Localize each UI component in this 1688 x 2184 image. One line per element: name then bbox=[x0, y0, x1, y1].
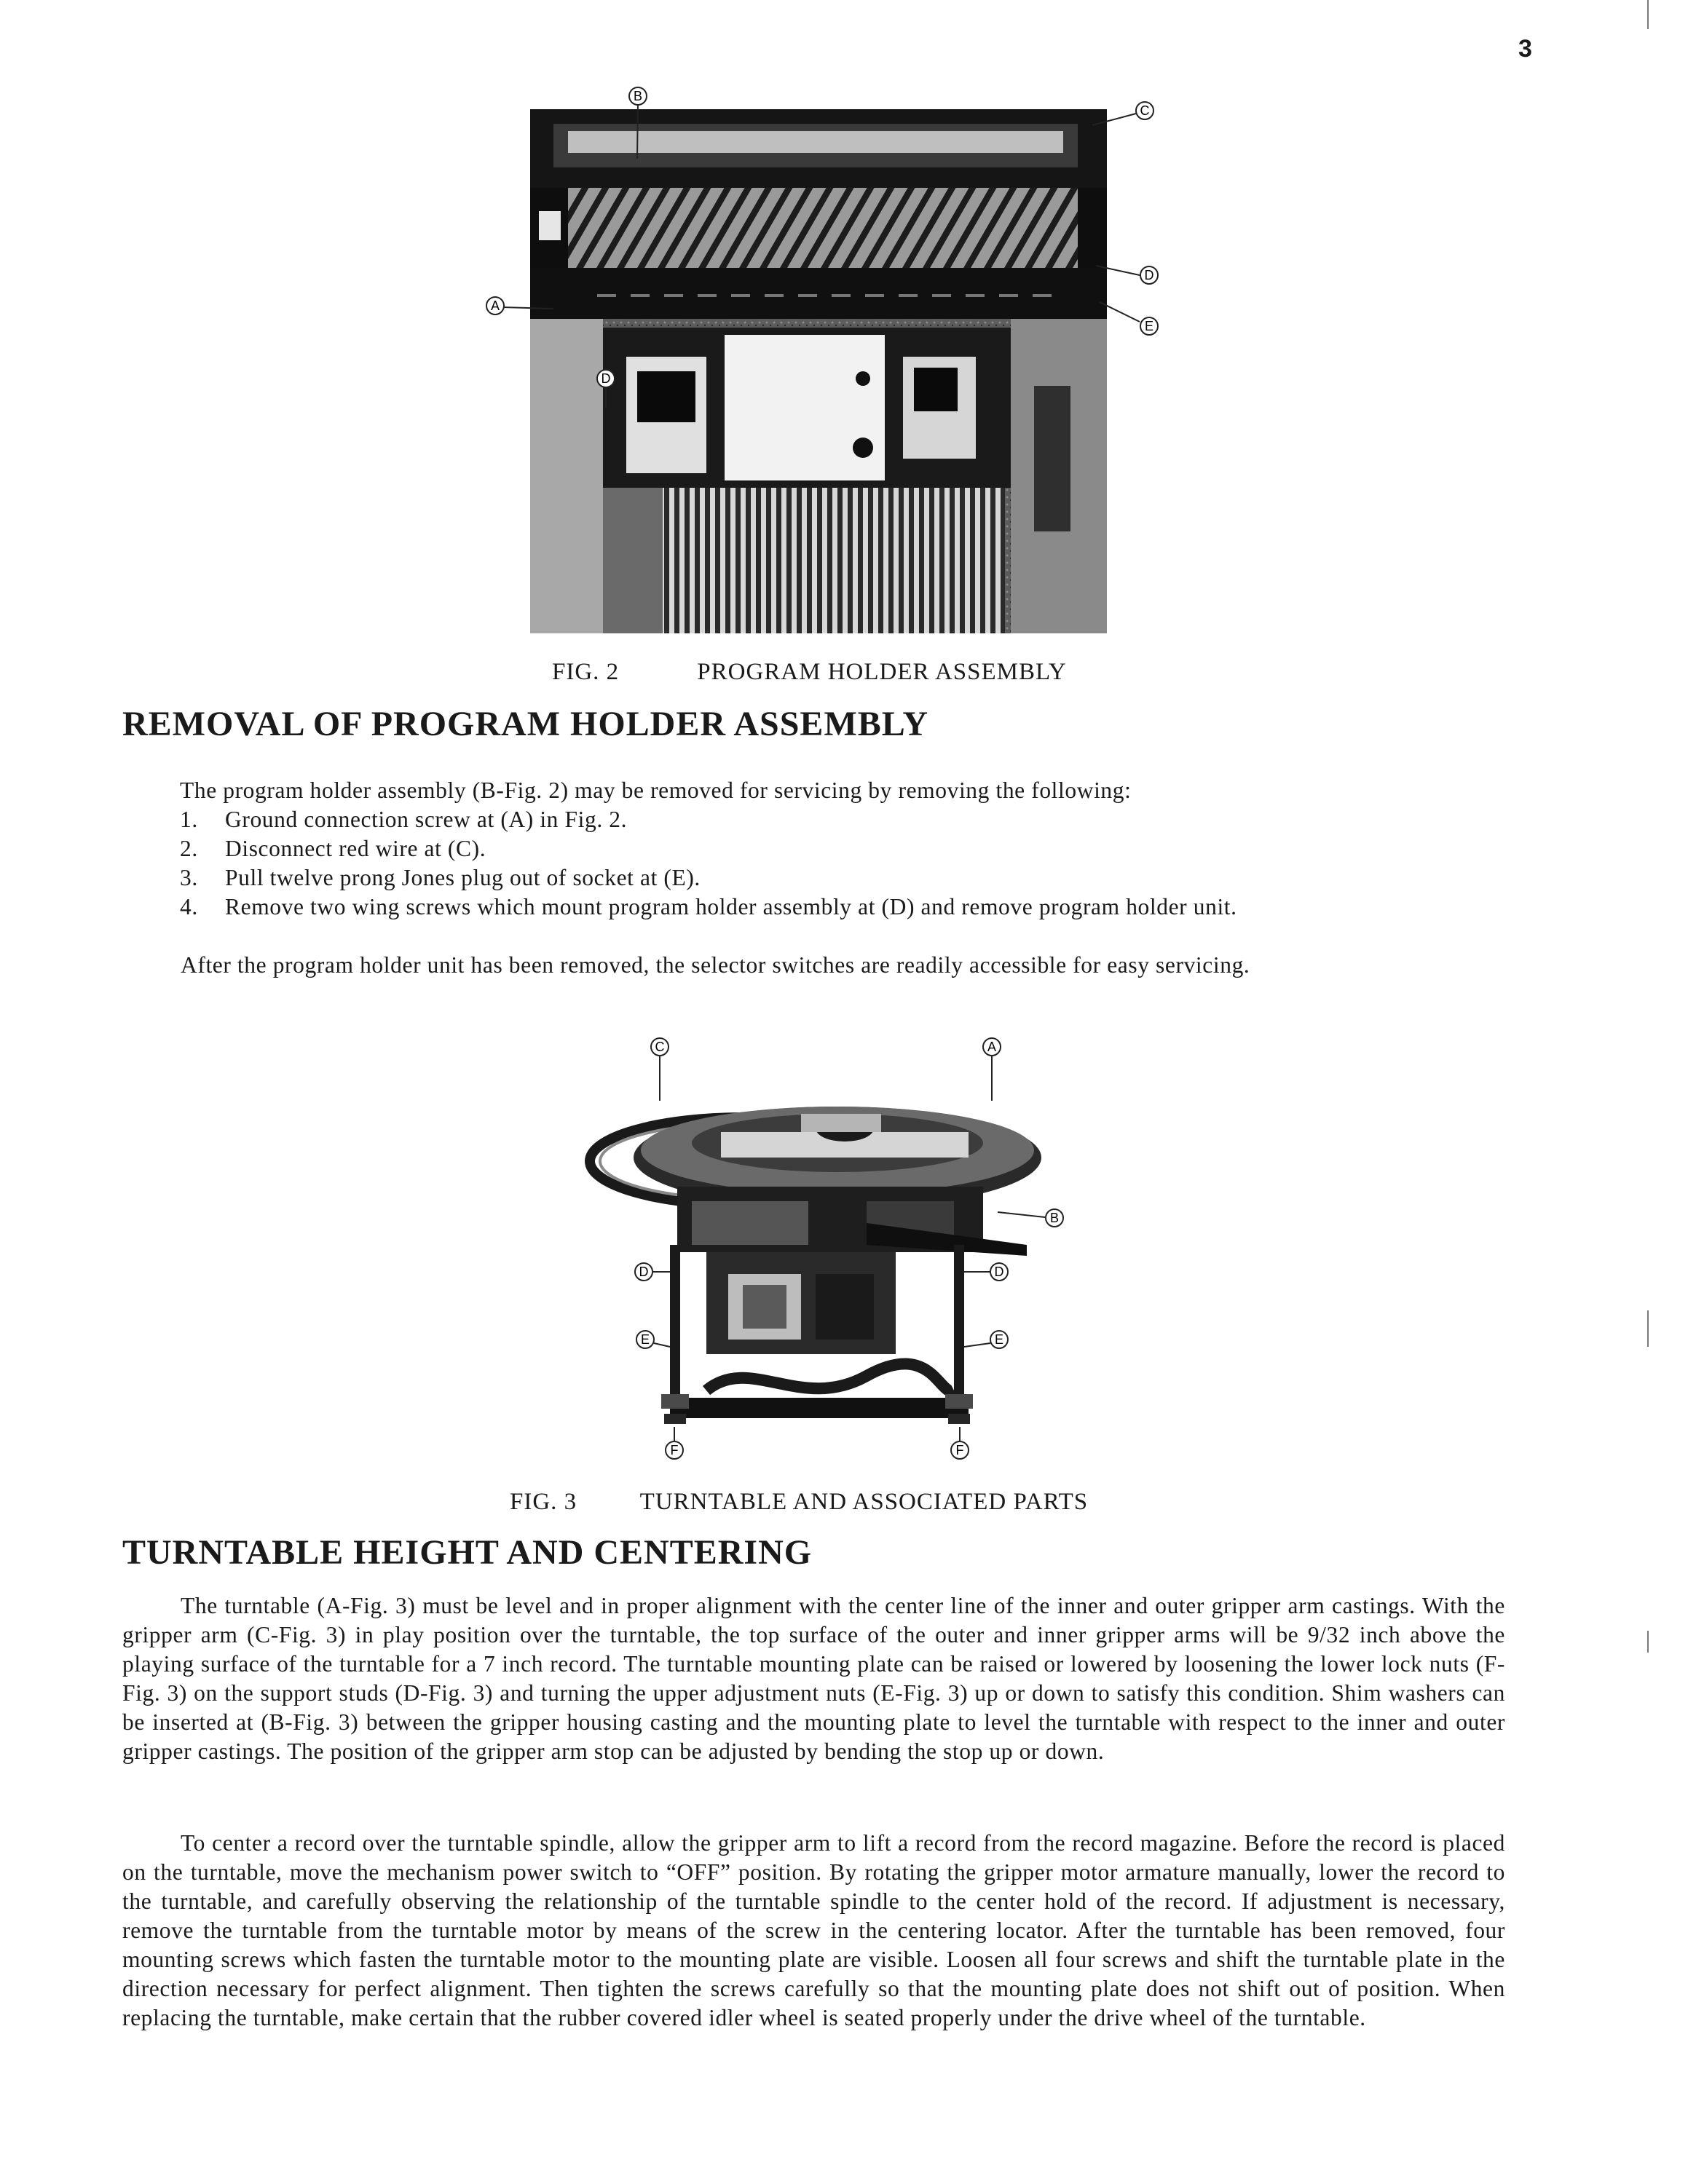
fig2-callout-d-right bbox=[1140, 266, 1158, 284]
svg-text:D: D bbox=[639, 1265, 649, 1279]
removal-steps-list bbox=[180, 805, 1505, 922]
fig2-callout-b bbox=[629, 87, 647, 105]
turntable-paragraph-2: To center a record over the turntable spindle, allow the gripper arm to lift a record from the record magazine. Before the record is placed on the turntable, move the mechanism power switch to “OFF” position. By rotating the gripper motor armature manually, lower the record to the turntable, and carefully observing the relationship of the turntable spindle to the center hold of the record. If adjustment is necessary, remove the turntable from the turntable motor by means of the screw in the centering locator. After the turntable has been removed, four mounting screws which fasten the turntable motor to the mounting plate are visible. Loosen all four screws and shift the turntable plate in the direction necessary for perfect alignment. Then tighten the screws carefully so that the mounting plate does not shift out of position. When replacing the turntable, make certain that the rubber covered idler wheel is seated properly under the drive wheel of the turntable. bbox=[122, 1830, 1505, 2030]
figure-2-photo bbox=[481, 80, 1180, 641]
fig2-callout-c bbox=[1136, 102, 1153, 119]
figure-3-caption bbox=[510, 1489, 1088, 1516]
scan-margin-mark bbox=[1647, 1631, 1649, 1653]
svg-text:D: D bbox=[994, 1265, 1004, 1279]
fig3-callout-b bbox=[1046, 1209, 1063, 1227]
fig3-callout-e-right bbox=[990, 1331, 1008, 1348]
svg-text:E: E bbox=[640, 1332, 650, 1347]
page-number: 3 bbox=[1518, 35, 1532, 63]
list-item: 3. Pull twelve prong Jones plug out of socket at (E). bbox=[180, 865, 701, 890]
fig3-callout-d-right bbox=[990, 1263, 1008, 1281]
list-item: 2. Disconnect red wire at (C). bbox=[180, 836, 486, 861]
turntable-paragraph-1: The turntable (A-Fig. 3) must be level and in proper alignment with the center line of the inner and outer gripper arm castings. With the gripper arm (C-Fig. 3) in play position over the turntable, the top surface of the outer and inner gripper arms will be 9/32 inch above the playing surface of the turntable for a 7 inch record. The turntable mounting plate can be raised or lowered by loosening the lower lock nuts (F-Fig. 3) on the support studs (D-Fig. 3) and turning the upper adjustment nuts (E-Fig. 3) up or down to satisfy this condition. Shim washers can be inserted at (B-Fig. 3) between the gripper housing casting and the mounting plate to level the turntable with respect to the inner and outer gripper castings. The position of the gripper arm stop can be adjusted by bending the stop up or down. bbox=[122, 1593, 1505, 1764]
scan-margin-mark bbox=[1647, 0, 1649, 29]
list-item: 1. Ground connection screw at (A) in Fig. 2. bbox=[180, 807, 628, 832]
svg-text:D: D bbox=[1144, 268, 1154, 282]
svg-text:A: A bbox=[490, 298, 500, 313]
fig3-callout-f-right bbox=[951, 1441, 969, 1459]
fig3-callout-c bbox=[651, 1038, 669, 1056]
svg-text:B: B bbox=[1049, 1211, 1060, 1225]
figure-3-photo bbox=[561, 1034, 1085, 1471]
svg-text:B: B bbox=[633, 89, 643, 103]
fig2-callout-d-left bbox=[597, 370, 615, 387]
removal-closing: After the program holder unit has been removed, the selector switches are readily accessible for easy servicing. bbox=[181, 952, 1250, 978]
fig3-callout-d-left bbox=[635, 1263, 652, 1281]
figure-3-caption-number: FIG. 3 bbox=[510, 1489, 577, 1515]
scan-margin-mark bbox=[1647, 1310, 1649, 1347]
svg-text:F: F bbox=[955, 1443, 964, 1457]
svg-text:A: A bbox=[987, 1040, 997, 1054]
figure-3-caption-title: TURNTABLE AND ASSOCIATED PARTS bbox=[639, 1489, 1089, 1515]
svg-text:F: F bbox=[670, 1443, 679, 1457]
svg-text:E: E bbox=[1144, 319, 1154, 333]
removal-intro: The program holder assembly (B-Fig. 2) may be removed for servicing by removing the following: bbox=[180, 778, 1132, 803]
figure-2-caption bbox=[552, 659, 1067, 686]
fig2-callout-e bbox=[1140, 317, 1158, 335]
svg-text:C: C bbox=[655, 1040, 665, 1054]
section-title-removal: REMOVAL OF PROGRAM HOLDER ASSEMBLY bbox=[122, 705, 929, 743]
fig2-callout-a bbox=[486, 297, 504, 314]
figure-2-caption-number: FIG. 2 bbox=[552, 659, 620, 685]
figure-2-caption-title: PROGRAM HOLDER ASSEMBLY bbox=[697, 659, 1067, 685]
svg-text:C: C bbox=[1140, 103, 1150, 118]
fig3-callout-e-left bbox=[636, 1331, 654, 1348]
fig3-callout-a bbox=[983, 1038, 1001, 1056]
svg-text:D: D bbox=[601, 371, 611, 386]
svg-text:E: E bbox=[994, 1332, 1004, 1347]
section-title-turntable: TURNTABLE HEIGHT AND CENTERING bbox=[122, 1533, 813, 1572]
fig3-callout-f-left bbox=[666, 1441, 683, 1459]
list-item: 4. Remove two wing screws which mount program holder assembly at (D) and remove program holder unit. bbox=[180, 894, 1237, 919]
